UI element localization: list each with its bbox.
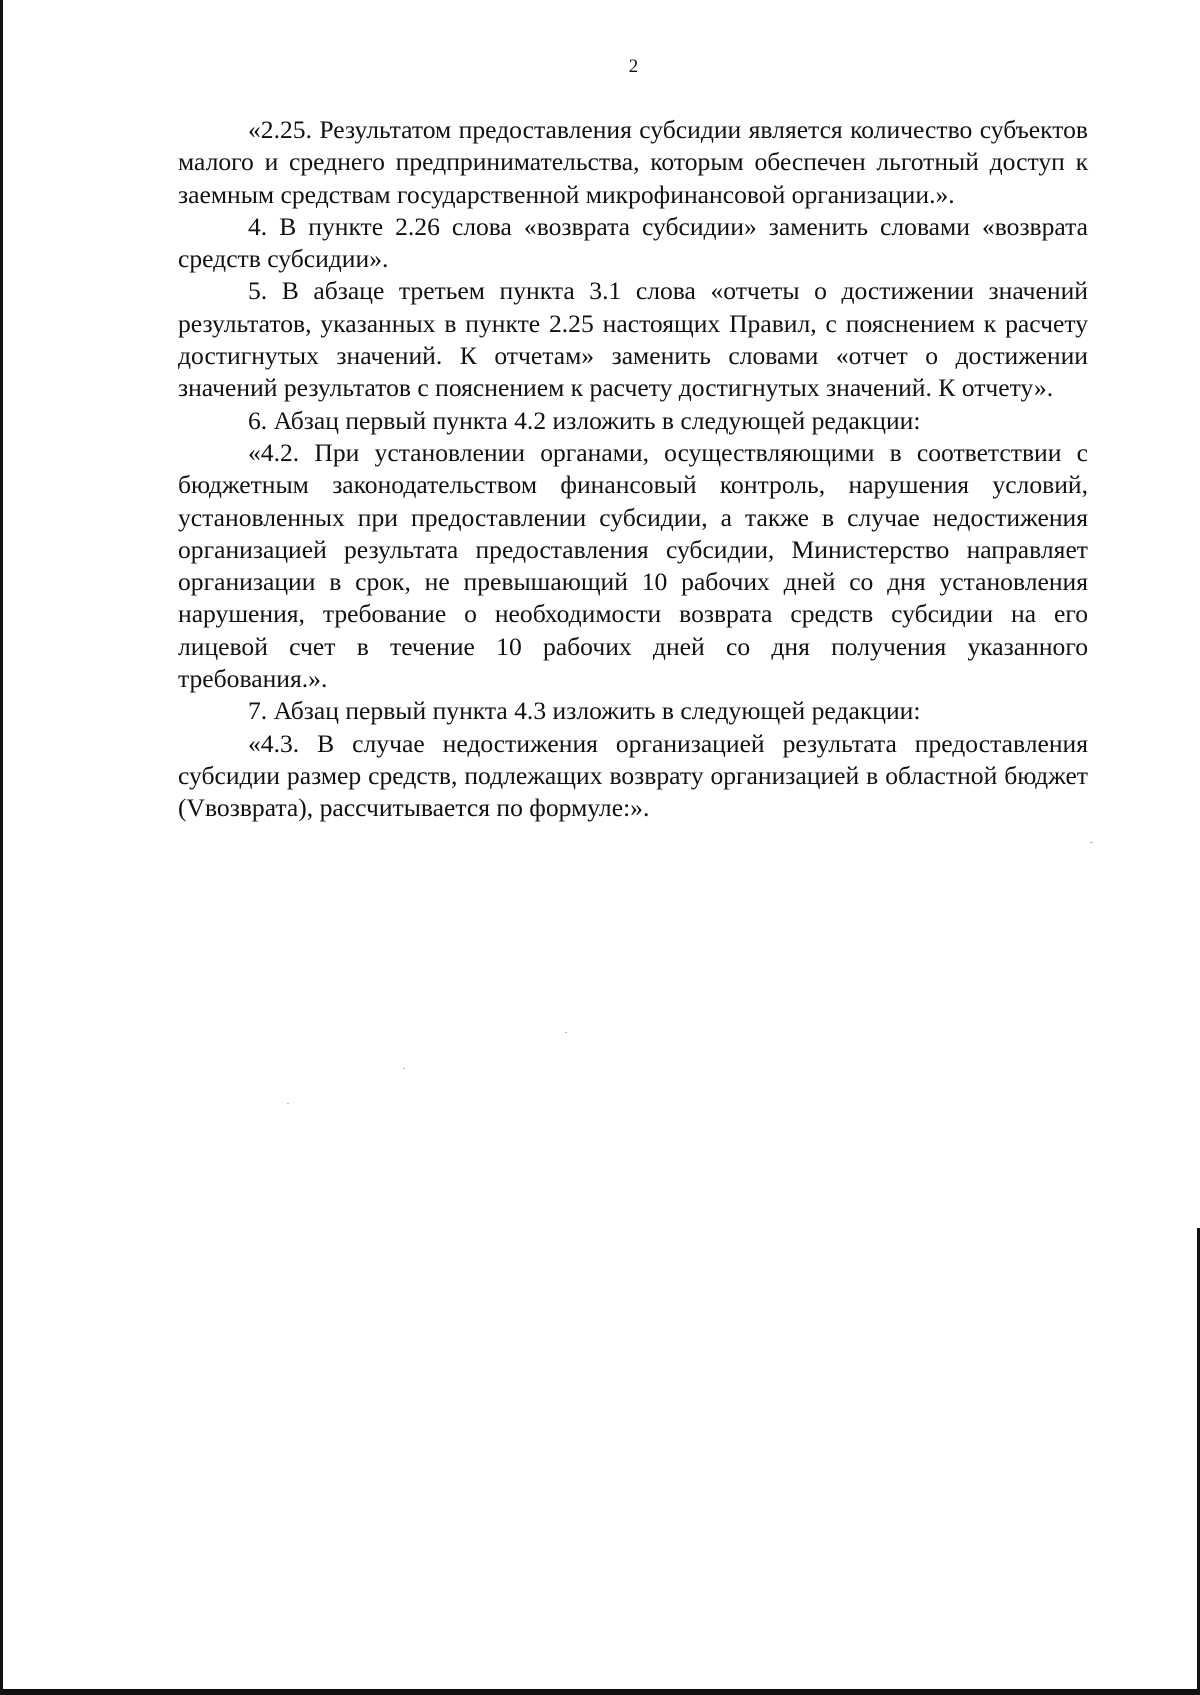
paragraph-item-4: 4. В пункте 2.26 слова «возврата субсидии» заменить словами «возврата средств субсидии». xyxy=(178,211,1088,274)
scan-speck xyxy=(287,1103,289,1104)
scan-edge-bottom xyxy=(0,1689,1200,1695)
paragraph-item-5: 5. В абзаце третьем пункта 3.1 слова «отчеты о достижении значений результатов, указанных в пункте 2.25 настоящих Правил, с пояснением к расчету достигнутых значений. К отчетам» заменить словами «отчет о достижении значений результатов с пояснением к расчету достигнутых значений. К отчету». xyxy=(178,276,1088,403)
paragraph-item-7: 7. Абзац первый пункта 4.3 изложить в следующей редакции: xyxy=(248,696,921,726)
scan-speck xyxy=(403,1068,405,1069)
page-number: 2 xyxy=(628,56,639,77)
scan-speck xyxy=(565,1032,567,1033)
paragraph-2-25-quote: «2.25. Результатом предоставления субсидии является количество субъектов малого и среднего предпринимательства, которым обеспечен льготный доступ к заемным средствам государственной микрофинансовой организации.». xyxy=(178,115,1088,209)
scan-speck xyxy=(1090,842,1093,843)
paragraph-item-6: 6. Абзац первый пункта 4.2 изложить в следующей редакции: xyxy=(248,405,921,435)
paragraph-4-2-quote: «4.2. При установлении органами, осуществляющими в соответствии с бюджетным законодательством финансовый контроль, нарушения условий, установленных при предоставлении субсидии, а также в случае недостижения организацией результата предоставления субсидии, Министерство направляет организации в срок, не превышающий 10 рабочих дней со дня установления нарушения, требование о необходимости возврата средств субсидии на его лицевой счет в течение 10 рабочих дней со дня получения указанного требования.». xyxy=(178,437,1088,694)
paragraph-4-3-quote: «4.3. В случае недостижения организацией результата предоставления субсидии размер средств, подлежащих возврату организацией в областной бюджет (Vвозврата), рассчитывается по формуле:». xyxy=(178,728,1088,823)
scan-edge-left xyxy=(0,0,3,1695)
document-body xyxy=(178,114,1088,825)
